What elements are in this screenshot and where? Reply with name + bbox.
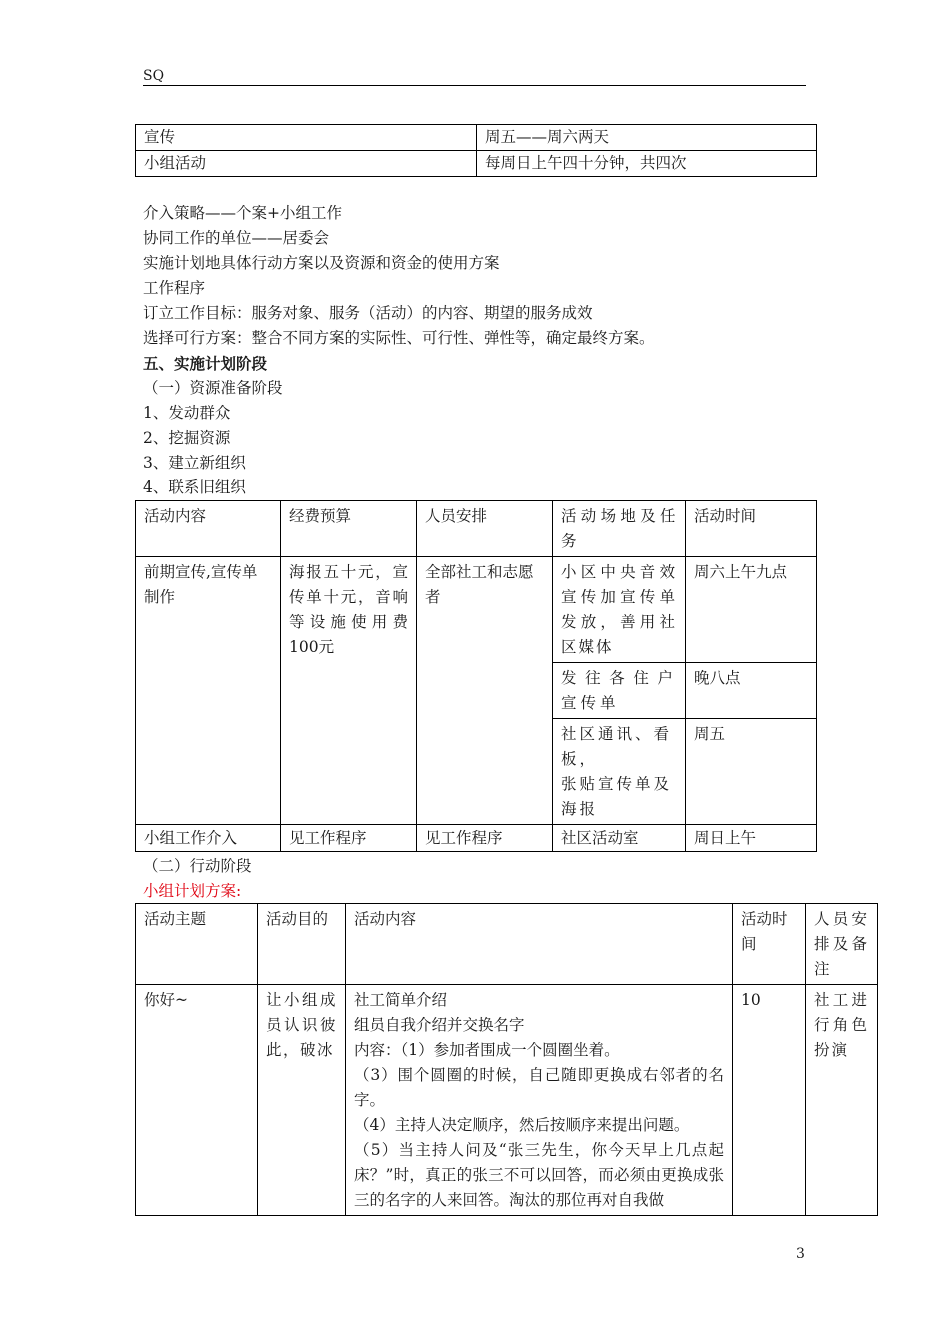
table-cell: 发往各住户宣传单 (553, 663, 686, 719)
table-cell: 见工作程序 (417, 825, 553, 852)
content-line: （4）主持人决定顺序，然后按顺序来提出问题。 (354, 1116, 690, 1134)
table-cell: 前期宣传,宣传单制作 (136, 557, 281, 825)
table-row (136, 557, 817, 663)
page-number: 3 (796, 1246, 805, 1262)
table-cell: 海报五十元，宣传单十元，音响等设施使用费100元 (281, 557, 417, 825)
header-rule (143, 85, 806, 86)
subsection-title: （二）行动阶段 (143, 857, 252, 875)
table-cell (346, 985, 733, 1216)
table-cell: 晚八点 (686, 663, 817, 719)
table-cell: 小区中央音效宣传加宣传单发放，善用社区媒体 (553, 557, 686, 663)
table-cell: 社区活动室 (553, 825, 686, 852)
header-cell: 活动内容 (136, 501, 281, 557)
table-cell: 10 (733, 985, 806, 1216)
paragraph: 协同工作的单位——居委会 (143, 229, 330, 247)
step-item: 4、联系旧组织 (143, 478, 246, 496)
header-cell: 人员安排 (417, 501, 553, 557)
content-line: 社工简单介绍 (354, 991, 448, 1009)
paragraph: 工作程序 (143, 279, 206, 297)
table-row (136, 125, 817, 151)
header-cell: 活动场地及任务 (553, 501, 686, 557)
table-cell: 周五——周六两天 (477, 125, 817, 151)
table-cell: 社工进行角色扮演 (806, 985, 878, 1216)
group-plan-title: 小组计划方案: (143, 882, 242, 900)
paragraph: 实施计划地具体行动方案以及资源和资金的使用方案 (143, 254, 500, 272)
header-mark: SQ (143, 68, 165, 84)
table-cell (553, 719, 686, 825)
header-cell: 活动内容 (346, 904, 733, 985)
table-cell: 你好~ (136, 985, 258, 1216)
table-row (136, 985, 878, 1216)
table-cell: 小组工作介入 (136, 825, 281, 852)
table-cell: 周六上午九点 (686, 557, 817, 663)
table-header-row (136, 904, 878, 985)
subsection-title: （一）资源准备阶段 (143, 379, 283, 397)
step-item: 1、发动群众 (143, 404, 231, 422)
header-cell: 活动主题 (136, 904, 258, 985)
table-row (136, 825, 817, 852)
cell-line: 张贴宣传单及海报 (561, 775, 673, 818)
table-header-row (136, 501, 817, 557)
header-cell: 活动时间 (733, 904, 806, 985)
table-cell: 宣传 (136, 125, 477, 151)
table-cell: 见工作程序 (281, 825, 417, 852)
table-cell: 周五 (686, 719, 817, 825)
header-cell: 活动目的 (258, 904, 346, 985)
step-item: 3、建立新组织 (143, 454, 246, 472)
resource-table (135, 500, 817, 852)
header-cell: 经费预算 (281, 501, 417, 557)
content-line: （3）围个圆圈的时候，自己随即更换成右邻者的名字。 (354, 1066, 724, 1109)
content-line: 组员自我介绍并交换名字 (354, 1016, 525, 1034)
cell-line: 社区通讯、看板， (561, 725, 673, 768)
table-cell: 让小组成员认识彼此，破冰 (258, 985, 346, 1216)
table-cell: 小组活动 (136, 151, 477, 177)
paragraph: 选择可行方案：整合不同方案的实际性、可行性、弹性等，确定最终方案。 (143, 329, 655, 347)
step-item: 2、挖掘资源 (143, 429, 231, 447)
content-line: 内容：（1）参加者围成一个圆圈坐着。 (354, 1041, 620, 1059)
schedule-table (135, 124, 817, 177)
header-cell: 人员安排及备注 (806, 904, 878, 985)
paragraph: 介入策略——个案+小组工作 (143, 204, 342, 222)
paragraph: 订立工作目标：服务对象、服务（活动）的内容、期望的服务成效 (143, 304, 593, 322)
table-cell: 周日上午 (686, 825, 817, 852)
table-row (136, 151, 817, 177)
header-cell: 活动时间 (686, 501, 817, 557)
section-title: 五、实施计划阶段 (143, 354, 268, 373)
content-line: （5）当主持人问及“张三先生，你今天早上几点起床？”时，真正的张三不可以回答，而必须由更换成张三的名字的人来回答。淘汰的那位再对自我做 (354, 1141, 724, 1209)
group-plan-table (135, 903, 878, 1216)
table-cell: 每周日上午四十分钟，共四次 (477, 151, 817, 177)
table-cell: 全部社工和志愿者 (417, 557, 553, 825)
